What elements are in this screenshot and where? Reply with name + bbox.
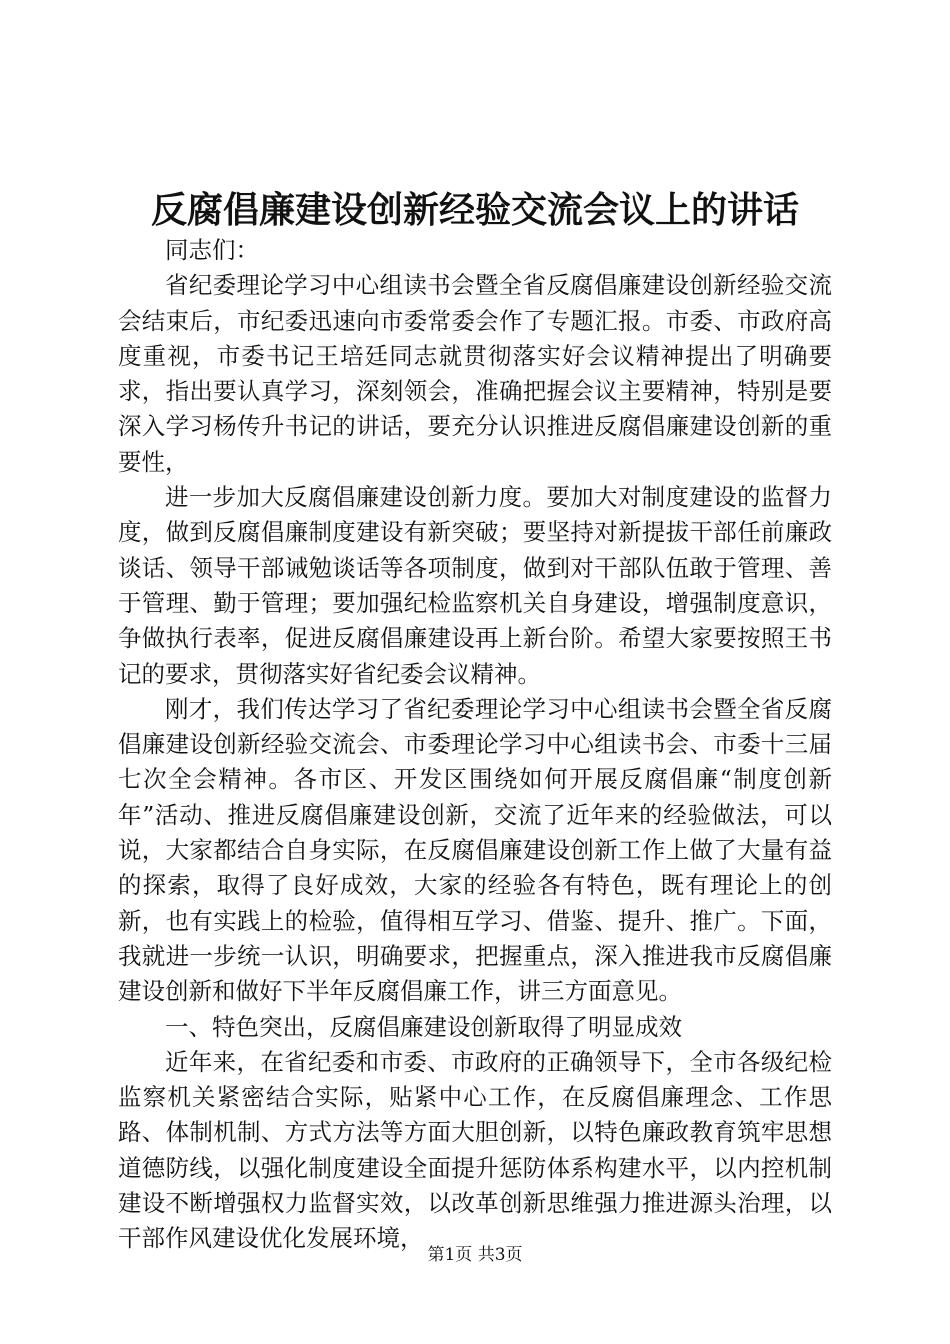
paragraph-3: 刚才，我们传达学习了省纪委理论学习中心组读书会暨全省反腐倡廉建设创新经验交流会、市委理论学习中心组读书会、市委十三届七次全会精神。各市区、开发区围绕如何开展反腐倡廉“制度创新年”活动、推进反腐倡廉建设创新，交流了近年来的经验做法，可以说，大家都结合自身实际，在反腐倡廉建设创新工作上做了大量有益的探索，取得了良好成效，大家的经验各有特色，既有理论上的创新，也有实践上的检验，值得相互学习、借鉴、提升、推广。下面，我就进一步统一认识，明确要求，把握重点，深入推进我市反腐倡廉建设创新和做好下半年反腐倡廉工作，讲三方面意见。 xyxy=(118,694,832,1006)
paragraph-2: 进一步加大反腐倡廉建设创新力度。要加大对制度建设的监督力度，做到反腐倡廉制度建设有新突破；要坚持对新提拔干部任前廉政谈话、领导干部诫勉谈话等各项制度，做到对干部队伍敢于管理、善于管理、勤于管理；要加强纪检监察机关自身建设，增强制度意识，争做执行表率，促进反腐倡廉建设再上新台阶。希望大家要按照王书记的要求，贯彻落实好省纪委会议精神。 xyxy=(118,483,832,688)
greeting: 同志们： xyxy=(165,236,259,264)
paragraph-4: 近年来，在省纪委和市委、市政府的正确领导下，全市各级纪检监察机关紧密结合实际，贴紧中心工作，在反腐倡廉理念、工作思路、体制机制、方式方法等方面大胆创新，以特色廉政教育筑牢思想道德防线，以强化制度建设全面提升惩防体系构建水平，以内控机制建设不断增强权力监督实效，以改革创新思维强力推进源头治理，以干部作风建设优化发展环境， xyxy=(118,1047,832,1253)
paragraph-1: 省纪委理论学习中心组读书会暨全省反腐倡廉建设创新经验交流会结束后，市纪委迅速向市委常委会作了专题汇报。市委、市政府高度重视，市委书记王培廷同志就贯彻落实好会议精神提出了明确要求，指出要认真学习，深刻领会，准确把握会议主要精神，特别是要深入学习杨传升书记的讲话，要充分认识推进反腐倡廉建设创新的重要性， xyxy=(118,271,832,476)
section-heading-1: 一、特色突出，反腐倡廉建设创新取得了明显成效 xyxy=(165,1012,682,1041)
document-body xyxy=(118,233,832,1257)
document-title: 反腐倡廉建设创新经验交流会议上的讲话 xyxy=(150,189,799,231)
page-number: 第1页 共3页 xyxy=(427,1245,523,1265)
